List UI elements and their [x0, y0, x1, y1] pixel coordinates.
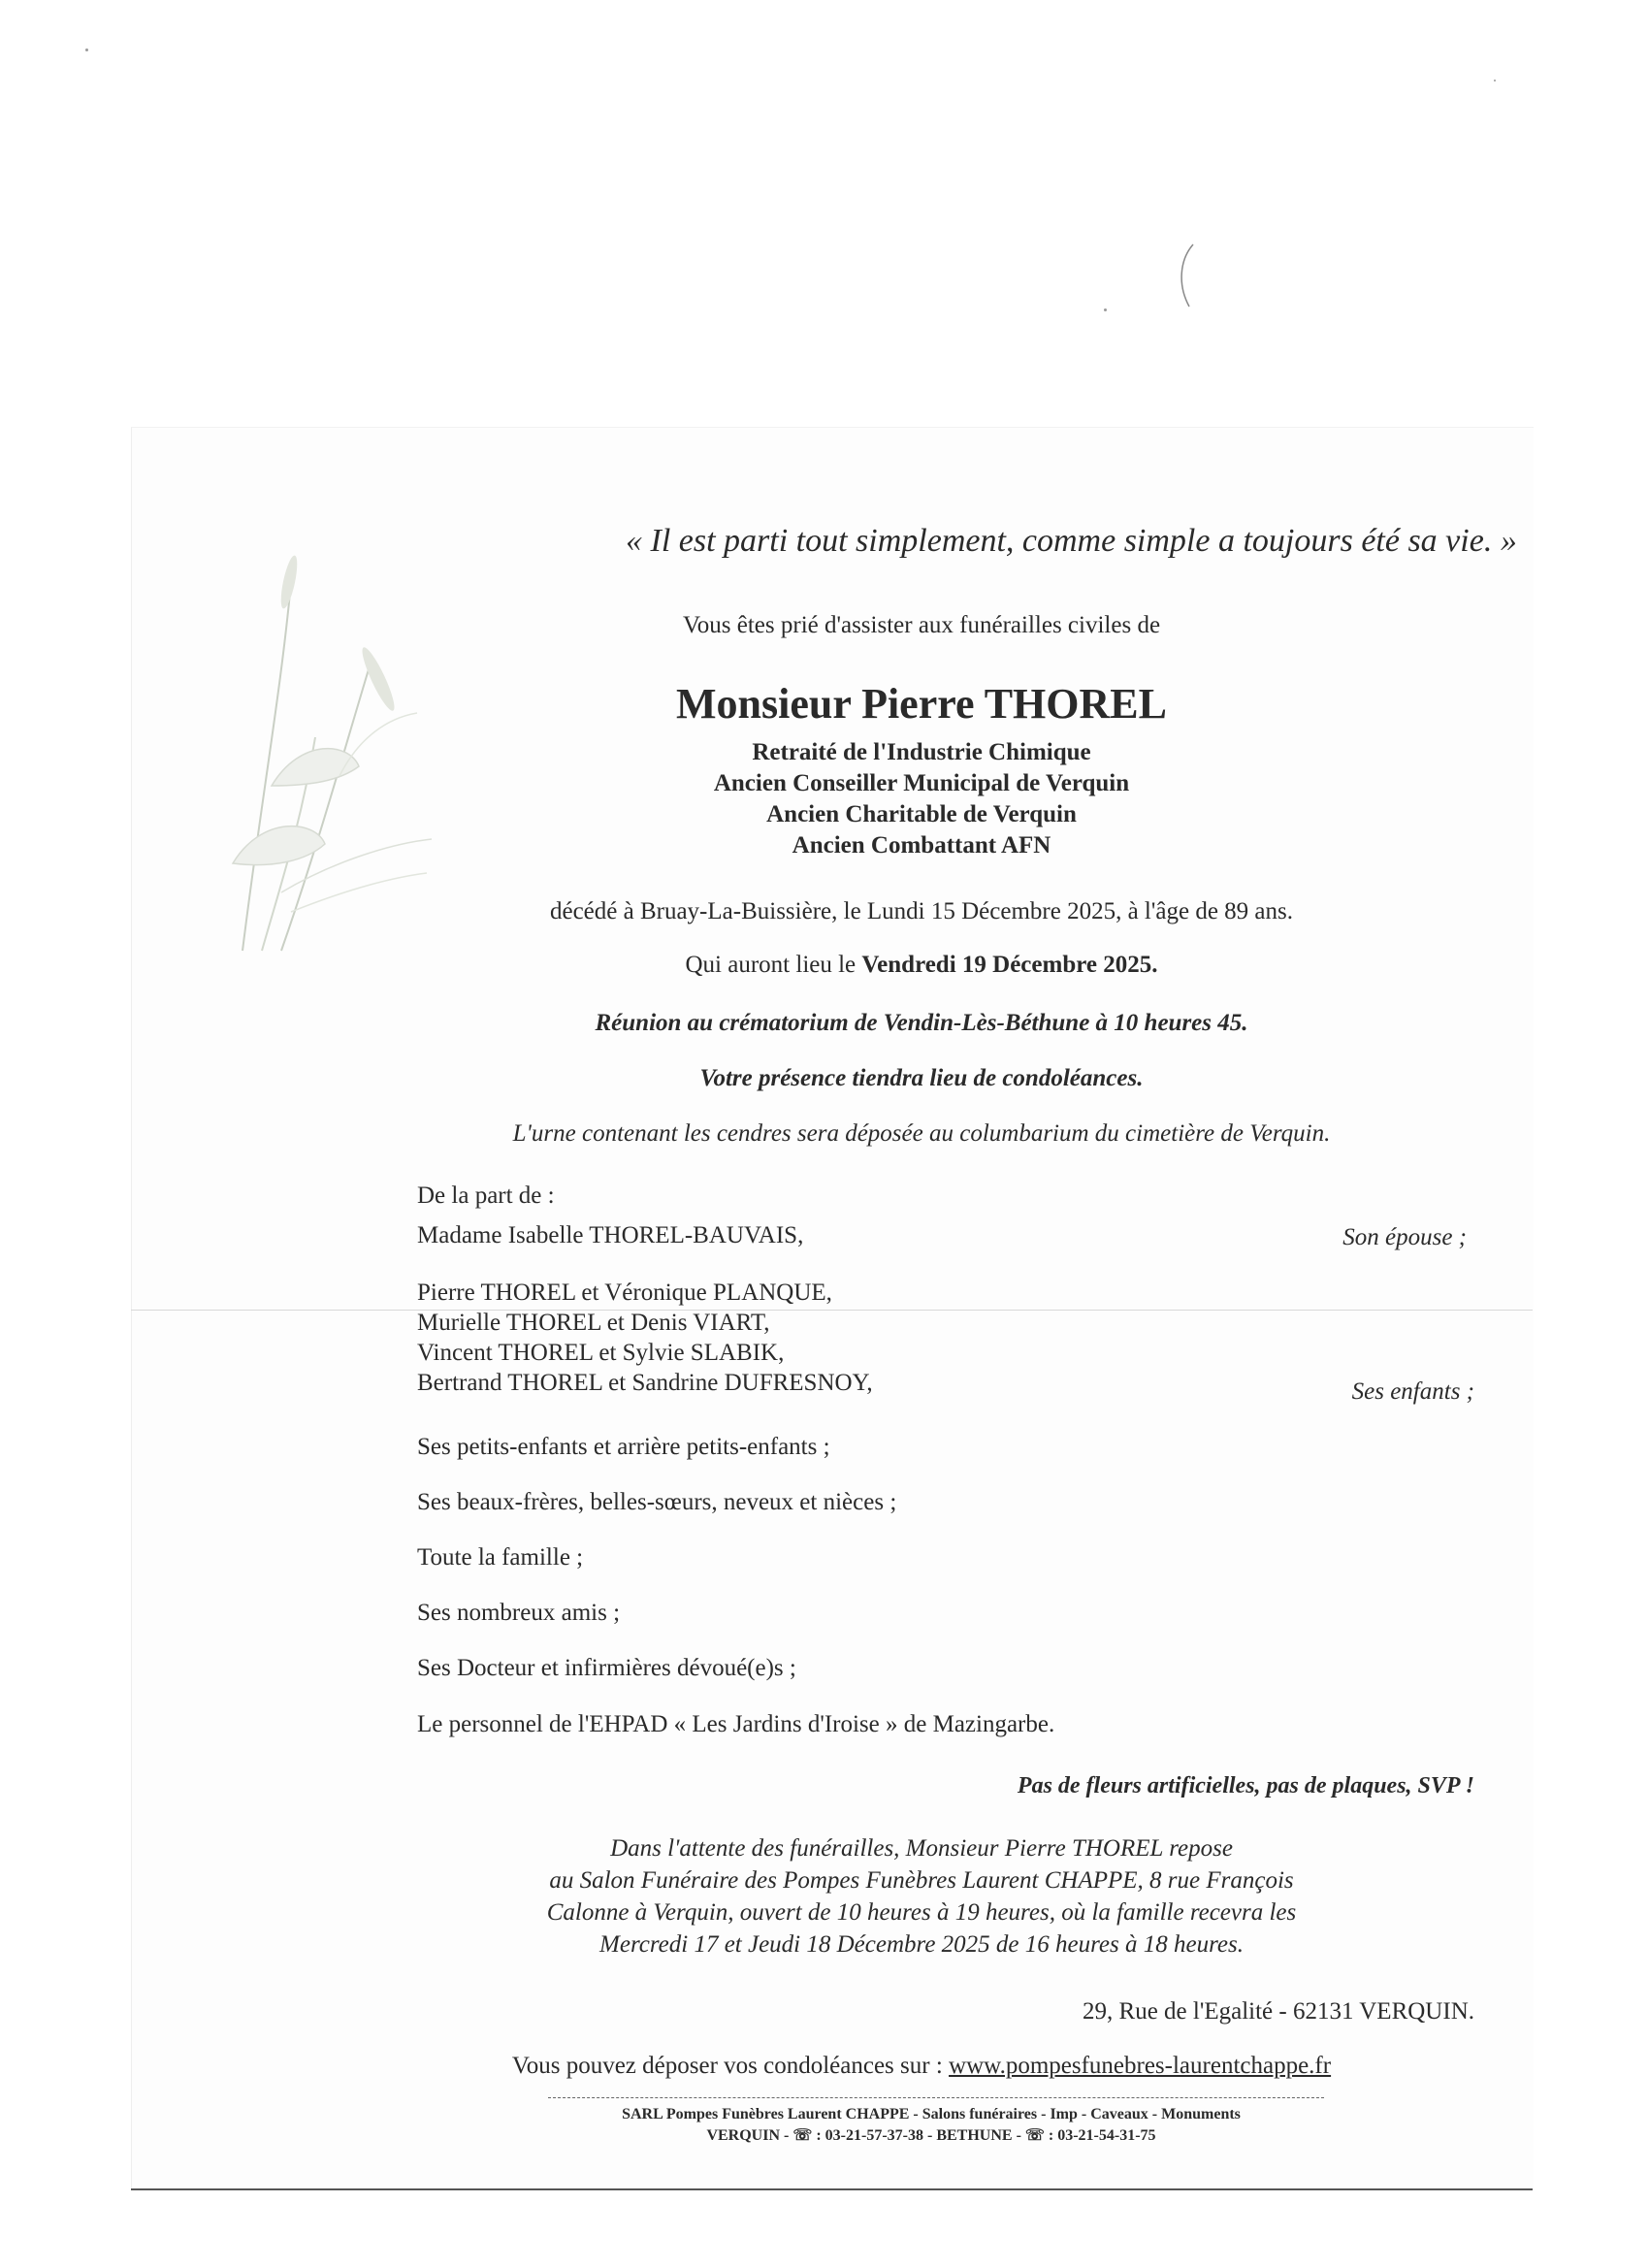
- deceased-title: Ancien Charitable de Verquin: [766, 801, 1077, 827]
- condolences-note: Votre présence tiendra lieu de condoléances.: [699, 1065, 1144, 1091]
- death-notice: décédé à Bruay-La-Buissière, le Lundi 15 Décembre 2025, à l'âge de 89 ans.: [549, 898, 1293, 924]
- child-couple: Pierre THOREL et Véronique PLANQUE,: [417, 1280, 832, 1306]
- family-member-line: Ses petits-enfants et arrière petits-enfants ;: [417, 1434, 830, 1460]
- child-couple: Bertrand THOREL et Sandrine DUFRESNOY,: [417, 1370, 873, 1396]
- scan-speck: [85, 49, 88, 51]
- child-couple: Vincent THOREL et Sylvie SLABIK,: [417, 1340, 785, 1366]
- footer-phones: VERQUIN - ☏ : 03-21-57-37-38 - BETHUNE - ☏ : 03-21-54-31-75: [706, 2127, 1156, 2144]
- family-member-line: Toute la famille ;: [417, 1544, 584, 1571]
- scan-speck: [1104, 308, 1107, 311]
- online-condolences: [388, 2052, 1455, 2081]
- rest-notice-line: Mercredi 17 et Jeudi 18 Décembre 2025 de 16 heures à 18 heures.: [599, 1931, 1244, 1958]
- pen-mark: [1174, 243, 1199, 310]
- funeral-date-line: [485, 951, 1358, 980]
- invitation-line: Vous êtes prié d'assister aux funérailles civiles de: [682, 612, 1161, 638]
- address: 29, Rue de l'Egalité - 62131 VERQUIN.: [1083, 1998, 1474, 2025]
- rest-notice-line: au Salon Funéraire des Pompes Funèbres Laurent CHAPPE, 8 rue François: [549, 1867, 1294, 1894]
- family-member-line: Ses beaux-frères, belles-sœurs, neveux et nièces ;: [417, 1489, 897, 1515]
- deceased-title: Ancien Conseiller Municipal de Verquin: [713, 770, 1130, 796]
- funeral-date: Vendredi 19 Décembre 2025.: [861, 952, 1158, 978]
- scan-speck: [1494, 80, 1496, 81]
- family-member-line: Ses nombreux amis ;: [417, 1600, 621, 1626]
- funeral-date-prefix: Qui auront lieu le: [685, 952, 862, 978]
- children-relation: Ses enfants ;: [1351, 1378, 1474, 1405]
- footer-company: SARL Pompes Funèbres Laurent CHAPPE - Salons funéraires - Imp - Caveaux - Monuments: [622, 2106, 1241, 2122]
- spouse-name: Madame Isabelle THOREL-BAUVAIS,: [417, 1222, 804, 1248]
- child-couple: Murielle THOREL et Denis VIART,: [417, 1310, 770, 1336]
- deceased-title: Retraité de l'Industrie Chimique: [752, 739, 1091, 765]
- footer-divider: [548, 2097, 1324, 2098]
- rest-notice-line: Calonne à Verquin, ouvert de 10 heures à 19 heures, où la famille recevra les: [546, 1899, 1297, 1926]
- deceased-name: Monsieur Pierre THOREL: [676, 680, 1167, 728]
- urn-note: L'urne contenant les cendres sera déposée au columbarium du cimetière de Verquin.: [512, 1120, 1331, 1147]
- spouse-relation: Son épouse ;: [1342, 1224, 1467, 1250]
- flowers-note: Pas de fleurs artificielles, pas de plaques, SVP !: [1017, 1773, 1474, 1798]
- condolences-website-link[interactable]: www.pompesfunebres-laurentchappe.fr: [949, 2053, 1332, 2079]
- online-condolences-text: Vous pouvez déposer vos condoléances sur :: [511, 2053, 950, 2079]
- family-member-line: Ses Docteur et infirmières dévoué(e)s ;: [417, 1655, 796, 1681]
- epitaph-quote: « Il est parti tout simplement, comme simple a toujours été sa vie. »: [626, 523, 1517, 559]
- meeting-info: Réunion au crématorium de Vendin-Lès-Béthune à 10 heures 45.: [595, 1010, 1248, 1036]
- deceased-title: Ancien Combattant AFN: [792, 832, 1051, 859]
- family-member-line: Le personnel de l'EHPAD « Les Jardins d'Iroise » de Mazingarbe.: [417, 1711, 1055, 1737]
- rest-notice-line: Dans l'attente des funérailles, Monsieur Pierre THOREL repose: [610, 1835, 1233, 1862]
- fold-line: [131, 1310, 1533, 1311]
- family-intro: De la part de :: [417, 1183, 555, 1209]
- lily-wheat-illustration: [223, 543, 446, 960]
- card-bottom-edge: [131, 2188, 1533, 2190]
